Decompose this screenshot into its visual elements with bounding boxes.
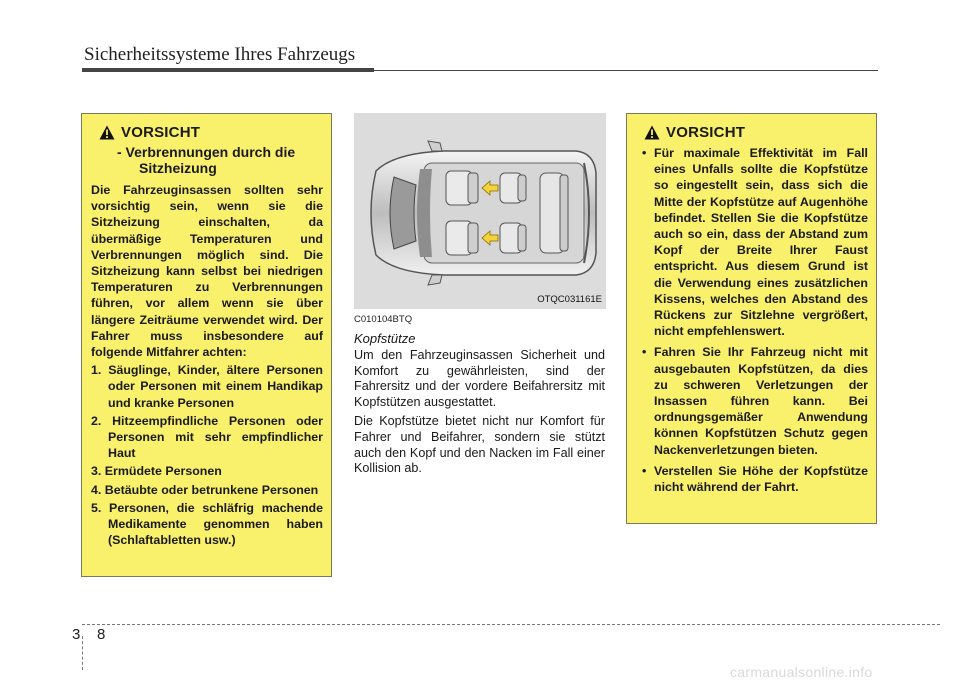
header-rule <box>82 68 374 72</box>
list-item: 1. Säuglinge, Kinder, ältere Personen oder Personen mit einem Handikap und kranke Personen <box>91 363 323 410</box>
caution-subheading: - Verbrennungen durch die Sitzheizung <box>117 144 296 176</box>
list-item: • Verstellen Sie Höhe der Kopfstütze nicht während der Fahrt. <box>636 463 868 495</box>
chapter-number: 3 <box>72 626 81 643</box>
warning-triangle-icon <box>644 125 660 140</box>
caution-heading <box>644 124 868 141</box>
section-paragraph: Die Kopfstütze bietet nicht nur Komfort für Fahrer und Beifahrer, sondern sie stützt auch den Kopf und den Nacken im Fall einer Kollision ab. <box>354 414 605 476</box>
caution-box-seat-heating <box>81 113 332 577</box>
section-paragraph: Um den Fahrzeuginsassen Sicherheit und Komfort zu gewährleisten, sind der Fahrersitz und der vordere Beifahrersitz mit Kopfstützen ausgestattet. <box>354 348 605 409</box>
list-item: 5. Personen, die schläfrig machende Medikamente genommen haben (Schlaftabletten usw.) <box>91 500 323 548</box>
list-item: 4. Betäubte oder betrunkene Personen <box>91 482 319 497</box>
section-code: C010104BTQ <box>354 314 413 325</box>
warning-triangle-icon <box>99 125 115 140</box>
page-in-chapter: 8 <box>97 626 106 643</box>
list-item: • Für maximale Effektivität im Fall eines Unfalls sollte die Kopfstütze so eingestellt sein, dass sich die Mitte der Kopfstütze auf Augenhöhe befindet. Stellen Sie die Kopfstütze auch so ein, dass der Abstand zum Kopf der Breite Ihrer Faust entspricht. Aus diesem Grund ist die Verwendung eines zusätzlichen Kissens, welches den Abstand des Rückens zur Sitzlehne vergrößert, nicht empfehlenswert. <box>636 145 868 339</box>
vehicle-headrest-figure <box>354 113 606 309</box>
caution-title: VORSICHT <box>121 124 201 141</box>
footer-rule <box>82 624 940 625</box>
caution-box-headrest <box>626 113 877 524</box>
figure-code: OTQC031161E <box>537 294 602 305</box>
page-header-title: Sicherheitssysteme Ihres Fahrzeugs <box>84 44 356 65</box>
caution-heading <box>99 124 323 141</box>
headrest-section <box>354 314 605 481</box>
caution-title: VORSICHT <box>666 124 746 141</box>
vehicle-top-view-illustration <box>354 113 606 309</box>
watermark: carmanualsonline.info <box>730 664 873 680</box>
headrest-caution-list <box>636 145 868 495</box>
page-number <box>72 626 116 643</box>
risk-group-list <box>91 362 323 548</box>
list-item: 3. Ermüdete Personen <box>91 464 222 479</box>
section-title: Kopfstütze <box>354 331 416 346</box>
header-rule-thin <box>374 70 878 71</box>
list-item: 2. Hitzeempfindliche Personen oder Personen mit sehr empfindlicher Haut <box>91 413 323 461</box>
list-item: • Fahren Sie Ihr Fahrzeug nicht mit ausgebauten Kopfstützen, da dies zu schweren Verletzungen der Insassen führen kann. Bei ordnungsgemäßer Anwendung können Kopfstützen Schutz gegen Nackenverletzungen bieten. <box>636 344 868 457</box>
caution-intro-text: Die Fahrzeuginsassen sollten sehr vorsichtig sein, wenn sie die Sitzheizung einschalten, da übermäßige Temperaturen und Verbrennungen möglich sind. Die Sitzheizung kann selbst bei niedrigen Temperaturen zu Verbrennungen führen, vor allem wenn sie über längere Zeiträume verwendet wird. Der Fahrer muss insbesondere auf folgende Mitfahrer achten: <box>91 183 323 360</box>
